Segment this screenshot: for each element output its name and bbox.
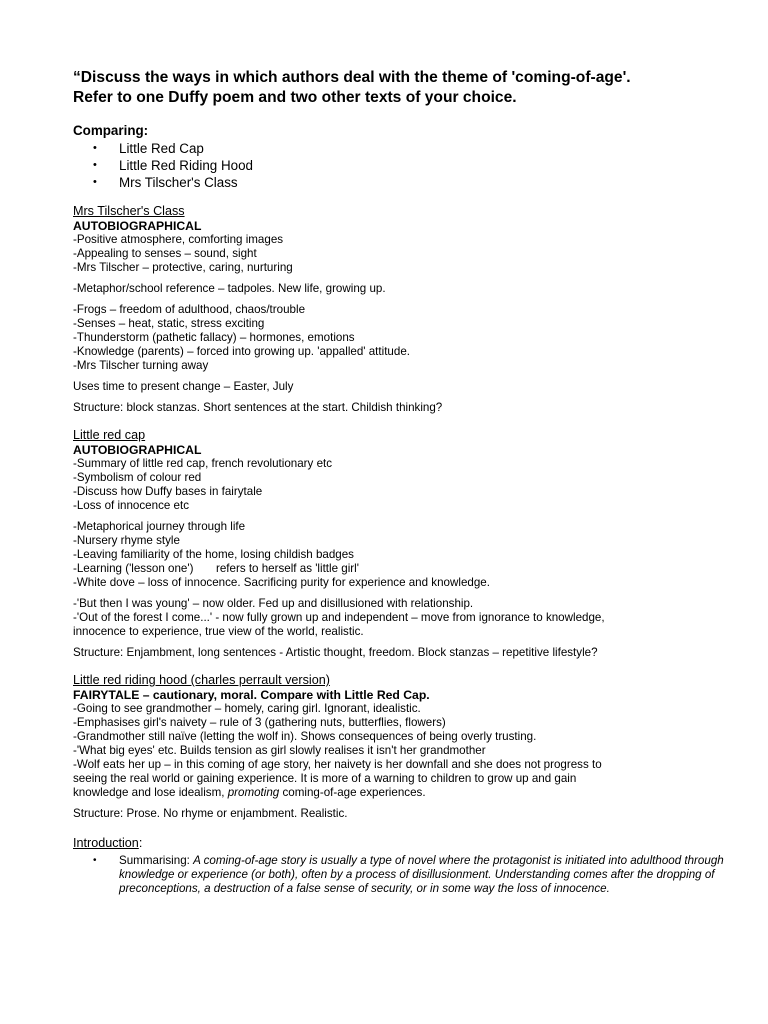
comparing-label: Comparing: <box>73 123 149 138</box>
bullet-icon: • <box>93 176 97 188</box>
note-group <box>73 646 728 660</box>
note-line <box>73 786 728 800</box>
note-text: coming-of-age experiences. <box>279 786 426 799</box>
note-line: -Loss of innocence etc <box>73 499 190 512</box>
note-line: -Mrs Tilscher turning away <box>73 359 209 372</box>
note-line: -Emphasises girl's naivety – rule of 3 (gathering nuts, butterflies, flowers) <box>73 716 446 729</box>
essay-question <box>73 68 728 108</box>
section-subtitle: FAIRYTALE – cautionary, moral. Compare with Little Red Cap. <box>73 688 430 702</box>
note-line: -White dove – loss of innocence. Sacrificing purity for experience and knowledge. <box>73 576 490 589</box>
note-line: -Leaving familiarity of the home, losing childish badges <box>73 548 354 561</box>
note-line: -Going to see grandmother – homely, caring girl. Ignorant, idealistic. <box>73 702 421 715</box>
note-line: -Nursery rhyme style <box>73 534 180 547</box>
note-group <box>73 401 728 415</box>
note-line: -Frogs – freedom of adulthood, chaos/trouble <box>73 303 306 316</box>
list-item-text: Little Red Cap <box>119 141 204 156</box>
note-line: -Metaphorical journey through life <box>73 520 246 533</box>
summary-text: A coming-of-age story is usually a type of novel where the protagonist is initiated into adulthood through knowledge or experience (or both), often by a process of disillusionment. Understanding comes after the dropping of preconceptions, a destruction of a false sense of security, or in some way the loss of innocence. <box>119 854 724 895</box>
section-red-cap <box>73 428 728 660</box>
note-line: innocence to experience, true view of the world, realistic. <box>73 625 364 638</box>
note-group <box>73 702 728 800</box>
section-tilscher <box>73 204 728 415</box>
note-line: Structure: Enjambment, long sentences - Artistic thought, freedom. Block stanzas – repetitive lifestyle? <box>73 646 598 659</box>
note-line: -Summary of little red cap, french revolutionary etc <box>73 457 333 470</box>
section-title: Mrs Tilscher's Class <box>73 204 185 218</box>
note-line: -Wolf eats her up – in this coming of age story, her naivety is her downfall and she does not progress to <box>73 758 602 771</box>
note-line: -'Out of the forest I come...' - now fully grown up and independent – move from ignorance to knowledge, <box>73 611 605 624</box>
summary-label: Summarising: <box>119 854 194 867</box>
note-line: -Discuss how Duffy bases in fairytale <box>73 485 263 498</box>
section-subtitle: AUTOBIOGRAPHICAL <box>73 443 202 457</box>
note-line: -'But then I was young' – now older. Fed up and disillusioned with relationship. <box>73 597 474 610</box>
note-group <box>73 380 728 394</box>
bullet-icon: • <box>93 159 97 171</box>
bullet-icon: • <box>93 142 97 154</box>
list-item <box>73 157 728 174</box>
list-item-text: Mrs Tilscher's Class <box>119 175 238 190</box>
section-subtitle: AUTOBIOGRAPHICAL <box>73 219 202 233</box>
note-line: Uses time to present change – Easter, July <box>73 380 294 393</box>
note-group <box>73 233 728 275</box>
note-group <box>73 520 728 590</box>
note-line: -Positive atmosphere, comforting images <box>73 233 284 246</box>
question-line-1: “Discuss the ways in which authors deal with the theme of 'coming-of-age'. <box>73 69 631 86</box>
title-colon: : <box>138 836 143 850</box>
note-group <box>73 303 728 373</box>
note-group <box>73 807 728 821</box>
note-line: -Grandmother still naïve (letting the wolf in). Shows consequences of being overly trusting. <box>73 730 537 743</box>
note-group <box>73 457 728 513</box>
section-introduction <box>73 834 728 896</box>
note-line: -Senses – heat, static, stress exciting <box>73 317 265 330</box>
question-line-2: Refer to one Duffy poem and two other texts of your choice. <box>73 89 517 106</box>
bullet-icon: • <box>93 855 97 866</box>
section-title: Little red cap <box>73 428 146 442</box>
note-group <box>73 282 728 296</box>
note-line: -Metaphor/school reference – tadpoles. New life, growing up. <box>73 282 386 295</box>
note-text: knowledge and lose idealism, <box>73 786 228 799</box>
note-line: -Symbolism of colour red <box>73 471 202 484</box>
note-line: -Thunderstorm (pathetic fallacy) – hormones, emotions <box>73 331 355 344</box>
note-line: -Mrs Tilscher – protective, caring, nurturing <box>73 261 293 274</box>
note-line: -Appealing to senses – sound, sight <box>73 247 257 260</box>
note-group <box>73 597 728 639</box>
note-line: -'What big eyes' etc. Builds tension as girl slowly realises it isn't her grandmother <box>73 744 486 757</box>
section-riding-hood <box>73 673 728 821</box>
section-title: Little red riding hood (charles perrault version) <box>73 673 330 687</box>
note-line: seeing the real world or gaining experience. It is more of a warning to children to grow up and gain <box>73 772 577 785</box>
introduction-list <box>73 854 728 896</box>
note-line: Structure: block stanzas. Short sentences at the start. Childish thinking? <box>73 401 443 414</box>
note-line: -Learning ('lesson one') refers to herself as 'little girl' <box>73 562 359 575</box>
list-item <box>73 140 728 157</box>
comparing-list <box>73 140 728 191</box>
section-title: Introduction <box>73 836 139 850</box>
list-item <box>73 174 728 191</box>
note-emphasis: promoting <box>227 786 280 799</box>
list-item-text: Little Red Riding Hood <box>119 158 253 173</box>
note-line: -Knowledge (parents) – forced into growing up. 'appalled' attitude. <box>73 345 410 358</box>
note-line: Structure: Prose. No rhyme or enjambment. Realistic. <box>73 807 348 820</box>
list-item <box>73 854 728 896</box>
